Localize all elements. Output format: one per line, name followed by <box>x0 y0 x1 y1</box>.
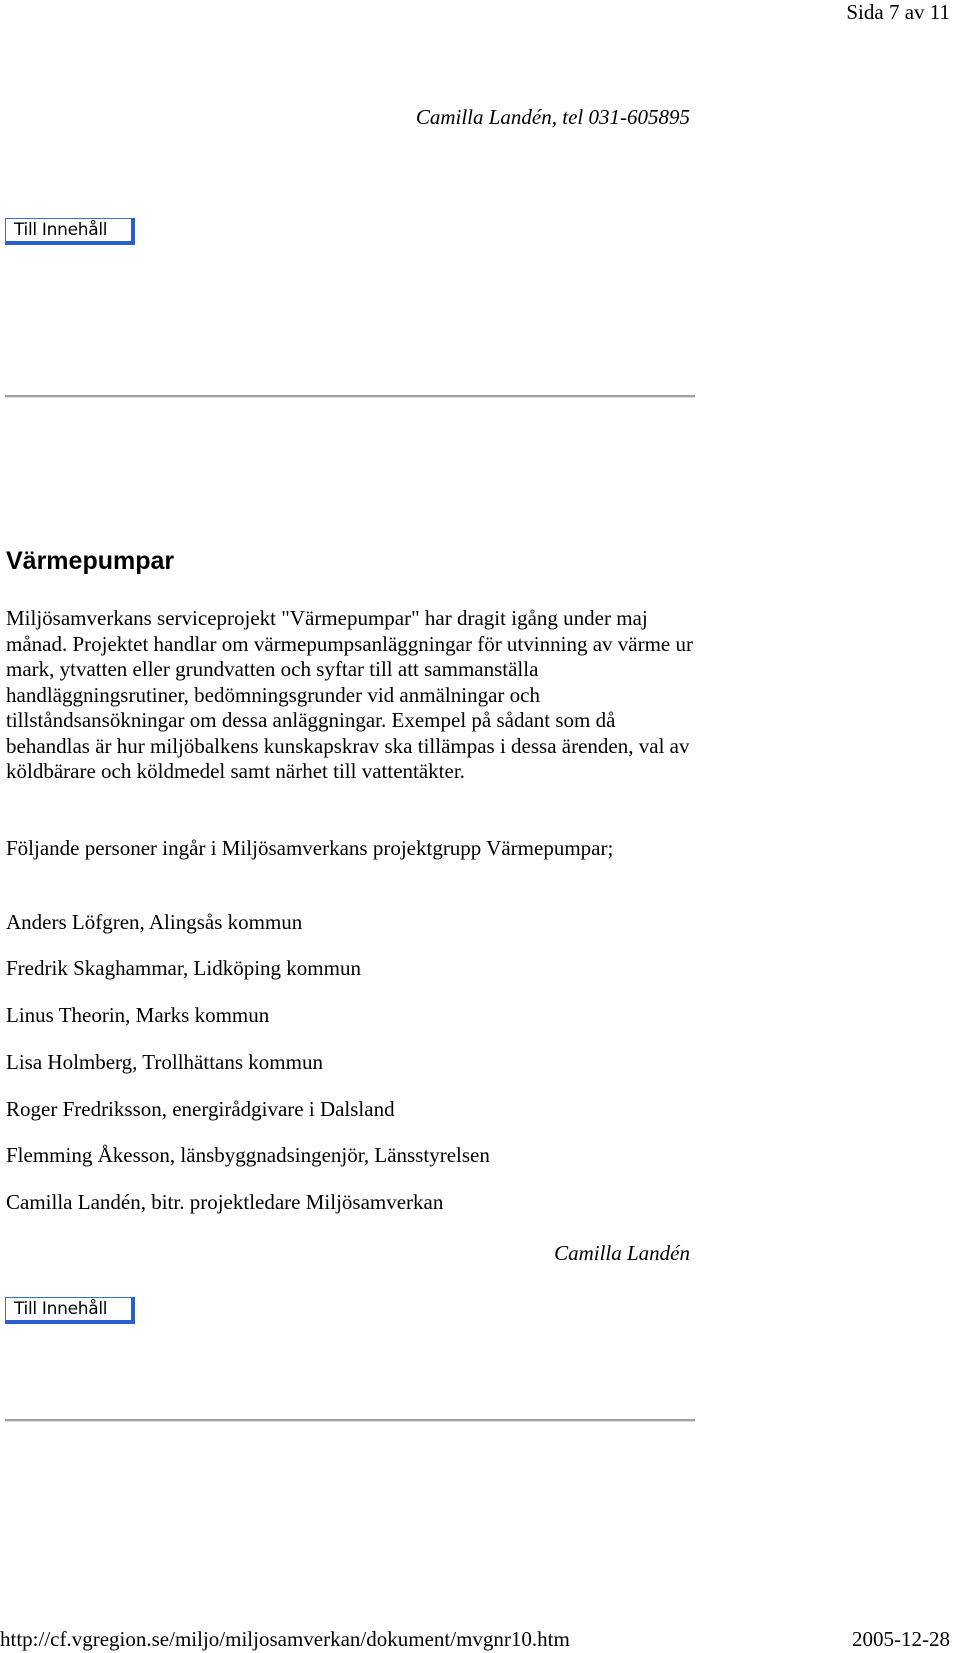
member-item: Anders Löfgren, Alingsås kommun <box>6 910 303 934</box>
article-signature: Camilla Landén <box>554 1241 690 1265</box>
member-item: Lisa Holmberg, Trollhättans kommun <box>6 1050 323 1074</box>
divider-bottom <box>5 1419 695 1422</box>
member-item: Linus Theorin, Marks kommun <box>6 1003 270 1027</box>
article-intro: Miljösamverkans serviceprojekt "Värmepumpar" har dragit igång under maj månad. Projektet handlar om värmepumpsanläggningar för utvinning av värme ur mark, ytvatten eller grundvatten och syftar till att sammanställa handläggningsrutiner, bedömningsgrunder vid anmälningar och tillståndsansökningar om dessa anläggningar. Exempel på sådant som då behandlas är hur miljöbalkens kunskapskrav ska tillämpas i dessa ärenden, val av köldbärare och köldmedel samt närhet till vattentäkter. <box>6 606 693 783</box>
toc-button-top[interactable]: Till Innehåll <box>5 218 135 245</box>
footer-date: 2005-12-28 <box>852 1627 950 1651</box>
member-item: Flemming Åkesson, länsbyggnadsingenjör, Länsstyrelsen <box>6 1143 490 1167</box>
page-number: Sida 7 av 11 <box>846 0 950 24</box>
toc-button-bottom[interactable]: Till Innehåll <box>5 1297 135 1324</box>
footer-url: http://cf.vgregion.se/miljo/miljosamverkan/dokument/mvgnr10.htm <box>0 1627 570 1651</box>
member-item: Fredrik Skaghammar, Lidköping kommun <box>6 956 361 980</box>
divider-top <box>5 395 695 398</box>
article-title: Värmepumpar <box>6 547 175 575</box>
member-item: Camilla Landén, bitr. projektledare Miljösamverkan <box>6 1190 444 1214</box>
author-contact: Camilla Landén, tel 031-605895 <box>415 105 690 129</box>
members-intro: Följande personer ingår i Miljösamverkans projektgrupp Värmepumpar; <box>6 836 614 860</box>
member-item: Roger Fredriksson, energirådgivare i Dalsland <box>6 1097 395 1121</box>
